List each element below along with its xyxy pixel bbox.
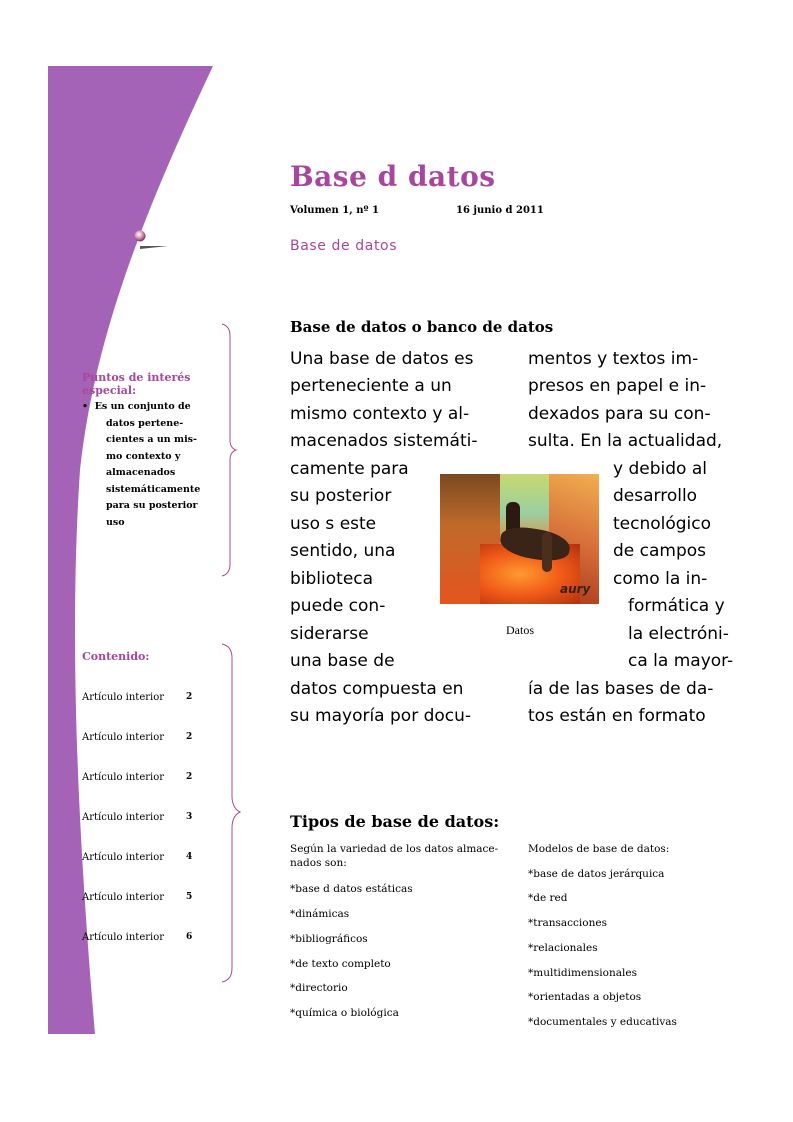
body-line: mismo contexto y al- bbox=[290, 404, 470, 424]
body-line: una base de bbox=[290, 651, 395, 671]
body-line: ca la mayor- bbox=[628, 651, 734, 671]
list-item: *de red bbox=[528, 892, 568, 904]
list-item: *base de datos jerárquica bbox=[528, 868, 665, 880]
body-line: datos compuesta en bbox=[290, 679, 464, 699]
body-line: macenados sistemáti- bbox=[290, 431, 478, 451]
toc-item-label[interactable]: Artículo interior bbox=[82, 812, 165, 823]
sidebar-band-shape bbox=[48, 66, 213, 1034]
toc-item-label[interactable]: Artículo interior bbox=[82, 772, 165, 783]
list-item: *base d datos estáticas bbox=[290, 883, 413, 895]
toc-item-label[interactable]: Artículo interior bbox=[82, 932, 165, 943]
body-line: uso s este bbox=[290, 514, 377, 534]
toc-item-label[interactable]: Artículo interior bbox=[82, 692, 165, 703]
highlight-line: • Es un conjunto de bbox=[82, 401, 191, 412]
list-item: *orientadas a objetos bbox=[528, 991, 642, 1003]
highlights-title bbox=[82, 371, 190, 397]
body-line: puede con- bbox=[290, 596, 386, 616]
toc-item-page: 5 bbox=[186, 892, 193, 902]
highlight-line: uso bbox=[106, 516, 125, 528]
article1-heading: Base de datos o banco de datos bbox=[290, 318, 554, 336]
body-line: formática y bbox=[628, 596, 725, 616]
body-line: mentos y textos im- bbox=[528, 349, 699, 369]
list-item: *transacciones bbox=[528, 917, 607, 929]
body-line: biblioteca bbox=[290, 569, 374, 589]
toc-item-page: 4 bbox=[186, 852, 193, 862]
list-item: *relacionales bbox=[528, 942, 598, 954]
body-line: presos en papel e in- bbox=[528, 376, 707, 396]
newsletter-title: Base d datos bbox=[290, 160, 496, 193]
toc-item-label[interactable]: Artículo interior bbox=[82, 732, 165, 743]
article-photo bbox=[440, 474, 599, 604]
list-item: *multidimensionales bbox=[528, 967, 637, 979]
body-line: como la in- bbox=[613, 569, 708, 589]
toc-item-page: 2 bbox=[186, 692, 193, 702]
ornament-bead-icon bbox=[135, 231, 146, 242]
toc-item-page: 6 bbox=[186, 932, 193, 942]
body-line: su mayoría por docu- bbox=[290, 706, 472, 726]
toc-item-label[interactable]: Artículo interior bbox=[82, 892, 165, 903]
body-line: dexados para su con- bbox=[528, 404, 711, 424]
body-line: ía de las bases de da- bbox=[528, 679, 714, 699]
highlights-title-line-2: especial: bbox=[82, 384, 137, 397]
list-item: Modelos de base de datos: bbox=[528, 843, 670, 855]
highlight-line: para su posterior bbox=[106, 500, 198, 511]
body-line: camente para bbox=[290, 459, 409, 479]
highlight-line: cientes a un mis- bbox=[106, 434, 197, 445]
highlights-title-line-1: Puntos de interés bbox=[82, 371, 191, 384]
highlights-list bbox=[82, 399, 222, 531]
toc-item-label[interactable]: Artículo interior bbox=[82, 852, 165, 863]
bullet-icon: • bbox=[82, 401, 95, 412]
body-line: su posterior bbox=[290, 486, 392, 506]
list-item: *bibliográficos bbox=[290, 933, 368, 945]
list-item: *dinámicas bbox=[290, 908, 350, 920]
toc-item-page: 2 bbox=[186, 732, 193, 742]
article2-heading: Tipos de base de datos: bbox=[290, 812, 500, 831]
list-item: *química o biológica bbox=[290, 1007, 399, 1019]
list-item: *de texto completo bbox=[290, 958, 391, 970]
body-line: la electróni- bbox=[628, 624, 729, 644]
highlight-line: sistemáticamente bbox=[106, 483, 201, 495]
body-line: tos están en formato bbox=[528, 706, 706, 726]
list-item: *documentales y educativas bbox=[528, 1016, 677, 1028]
highlight-line: mo contexto y bbox=[106, 450, 181, 462]
highlight-line: almacenados bbox=[106, 467, 176, 478]
body-line: sulta. En la actualidad, bbox=[528, 431, 723, 451]
newsletter-subtitle: Base de datos bbox=[290, 238, 398, 254]
body-line: y debido al bbox=[613, 459, 707, 479]
volume-label: Volumen 1, nº 1 bbox=[290, 205, 379, 216]
body-line: desarrollo bbox=[613, 486, 698, 506]
issue-date: 16 junio d 2011 bbox=[456, 205, 544, 216]
ornament-shadow bbox=[140, 246, 168, 249]
list-item: Según la variedad de los datos almace- bbox=[290, 843, 499, 855]
contents-title: Contenido: bbox=[82, 650, 150, 663]
photo-watermark: aury bbox=[560, 582, 591, 596]
list-item: *directorio bbox=[290, 982, 348, 994]
list-item: nados son: bbox=[290, 857, 347, 869]
body-line: de campos bbox=[613, 541, 707, 561]
toc-item-page: 2 bbox=[186, 772, 193, 782]
toc-item-page: 3 bbox=[186, 812, 193, 822]
photo-caption: Datos bbox=[506, 623, 534, 637]
body-line: perteneciente a un bbox=[290, 376, 452, 396]
body-line: Una base de datos es bbox=[290, 349, 474, 369]
contents-bracket bbox=[222, 644, 240, 982]
body-line: siderarse bbox=[290, 624, 369, 644]
highlight-line: datos pertene- bbox=[106, 417, 184, 429]
body-line: sentido, una bbox=[290, 541, 396, 561]
body-line: tecnológico bbox=[613, 514, 712, 534]
highlights-bracket bbox=[222, 324, 236, 576]
